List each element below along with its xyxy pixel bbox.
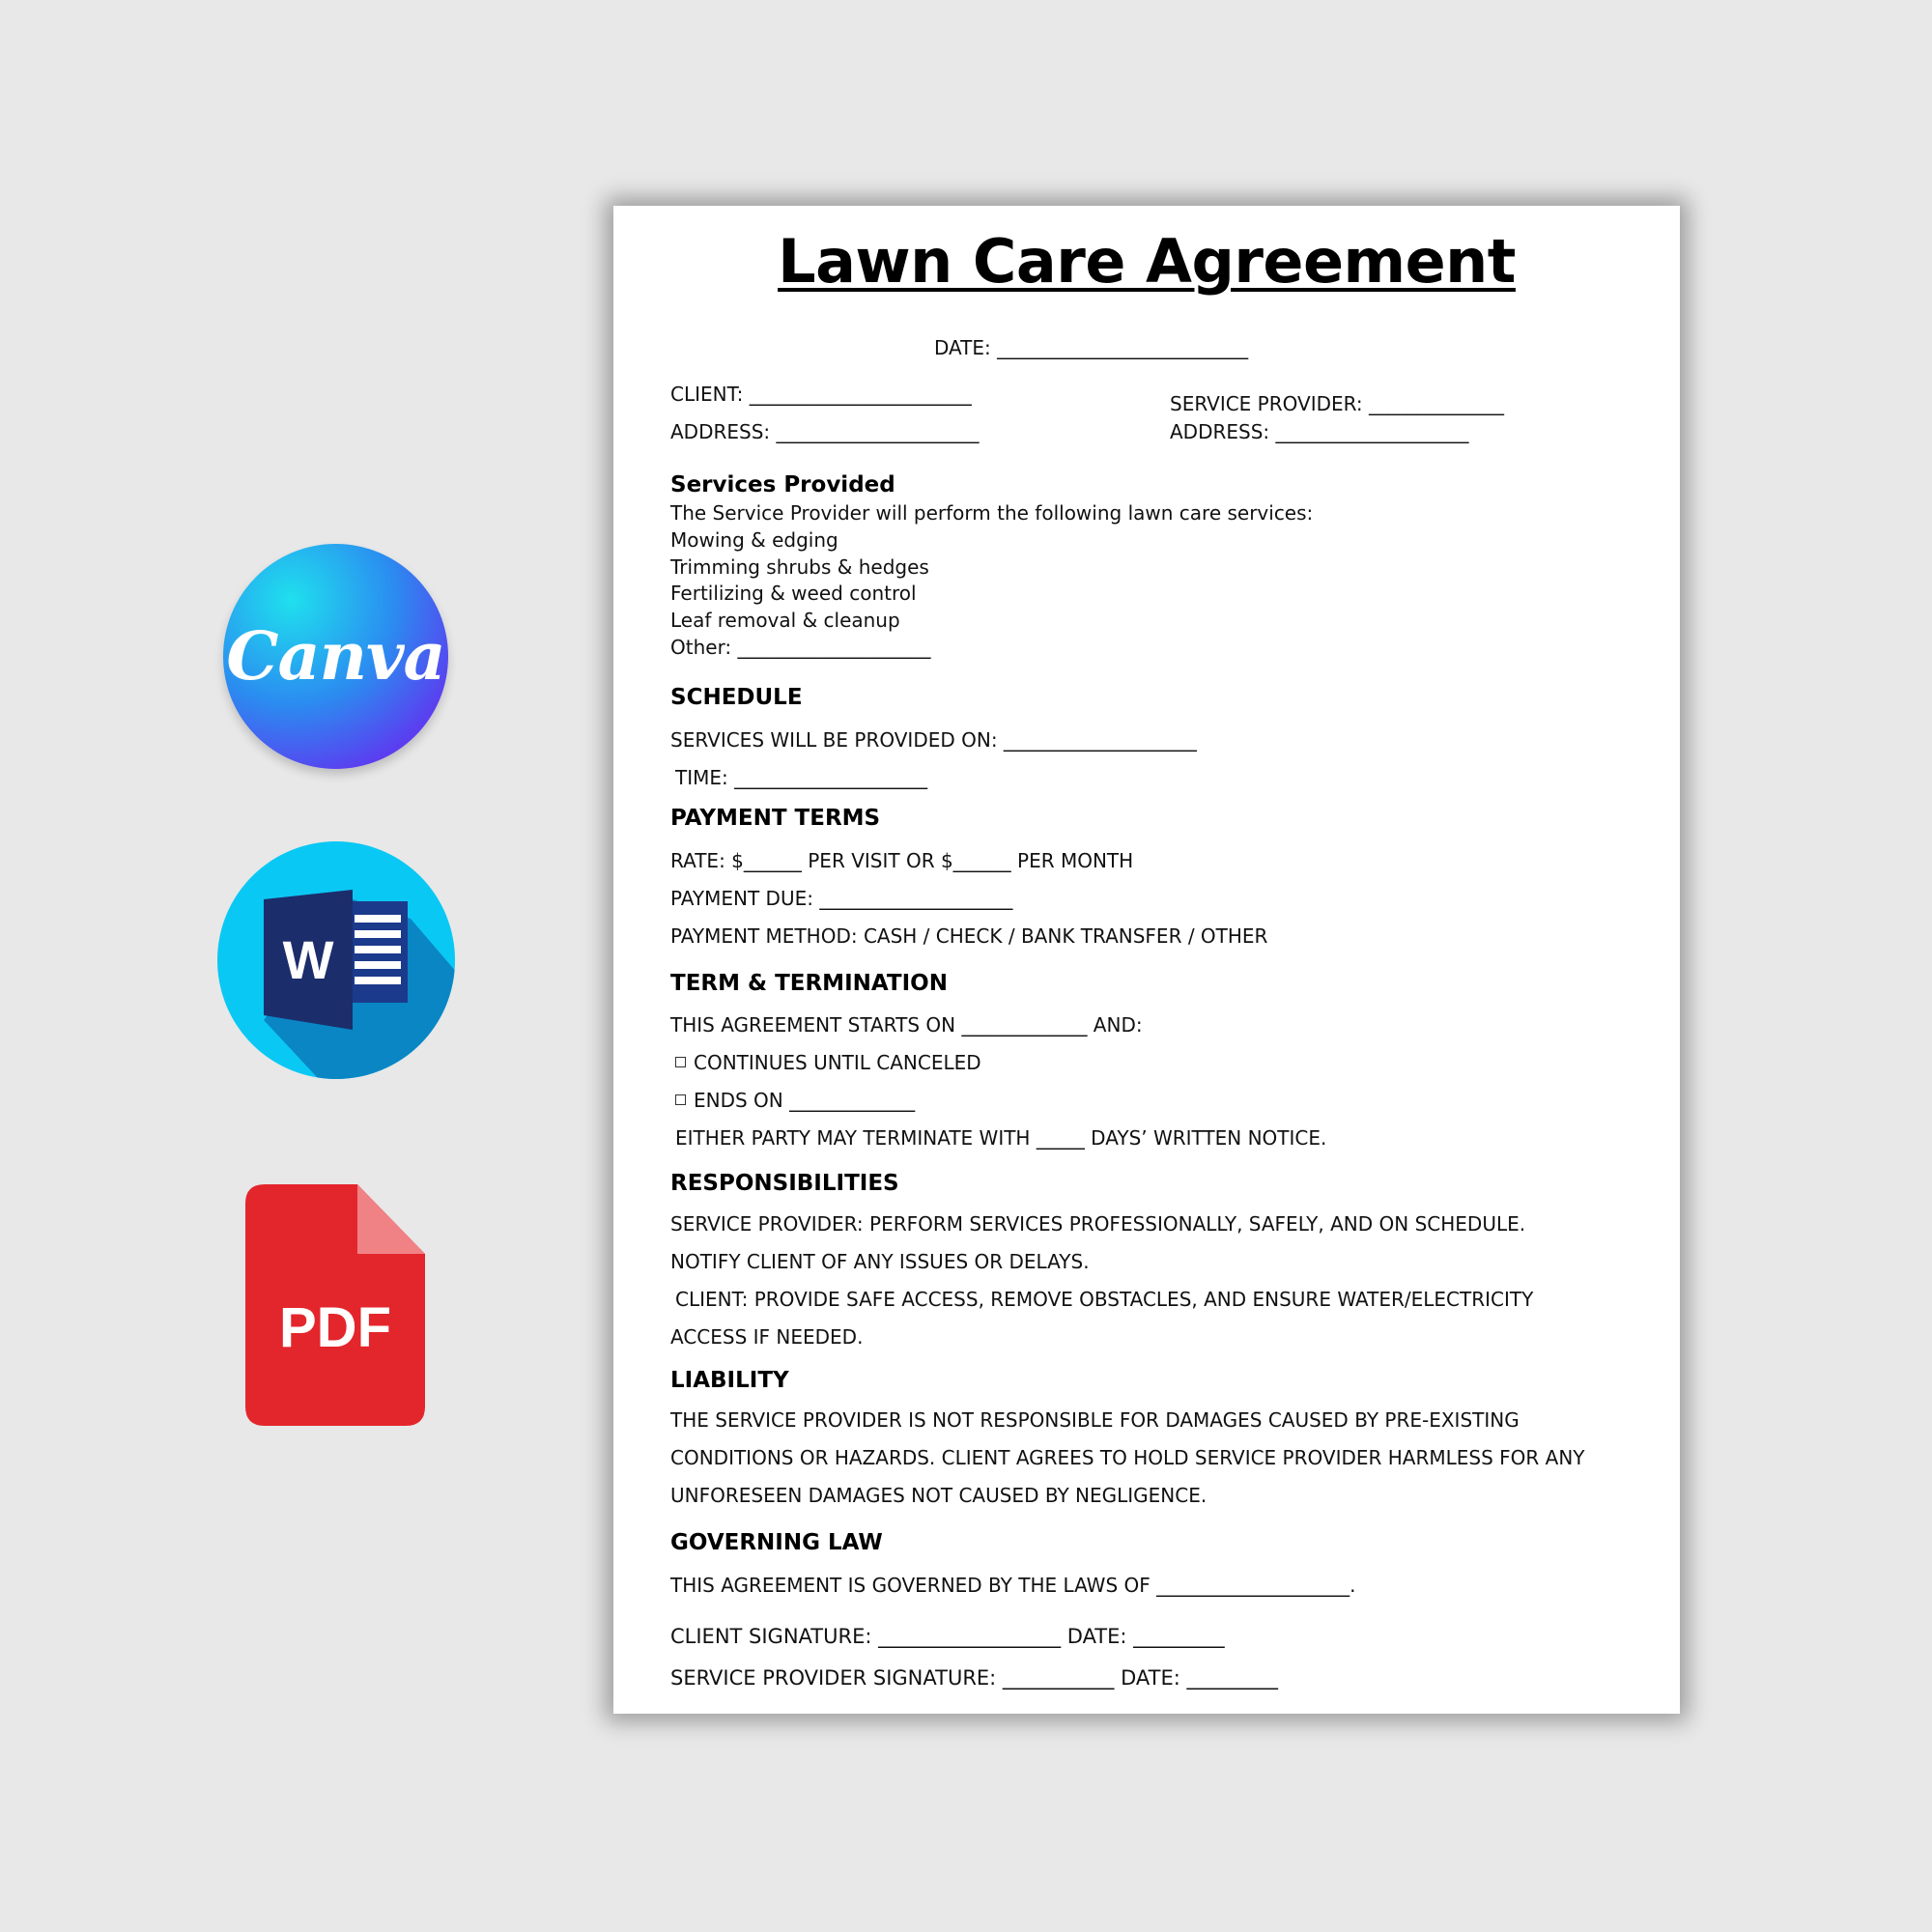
canva-logo-icon [223,544,448,769]
canva-logo-text: Canva [226,617,445,696]
service-item: Leaf removal & cleanup [670,609,900,632]
responsibilities-line: CLIENT: PROVIDE SAFE ACCESS, REMOVE OBSTACLES, AND ENSURE WATER/ELECTRICITY [675,1288,1534,1311]
service-item: Fertilizing & weed control [670,582,917,605]
governing-law-heading: GOVERNING LAW [670,1530,883,1555]
client-address-field: ADDRESS: _____________________ [670,420,980,443]
provider-signature-line: SERVICE PROVIDER SIGNATURE: ___________ DATE: _________ [670,1666,1278,1690]
responsibilities-line: SERVICE PROVIDER: PERFORM SERVICES PROFESSIONALLY, SAFELY, AND ON SCHEDULE. [670,1212,1526,1236]
term-option-label: ENDS ON _____________ [694,1089,916,1112]
payment-rate: RATE: $______ PER VISIT OR $______ PER MONTH [670,849,1134,872]
client-signature-line: CLIENT SIGNATURE: __________________ DATE: _________ [670,1625,1225,1648]
schedule-provided-on: SERVICES WILL BE PROVIDED ON: ____________________ [670,728,1197,752]
payment-due: PAYMENT DUE: ____________________ [670,887,1013,910]
term-option-ends [675,1089,915,1112]
schedule-time: TIME: ____________________ [675,766,928,789]
service-provider-field: SERVICE PROVIDER: ______________ [1170,392,1505,415]
liability-line: CONDITIONS OR HAZARDS. CLIENT AGREES TO HOLD SERVICE PROVIDER HARMLESS FOR ANY [670,1446,1585,1469]
term-notice: EITHER PARTY MAY TERMINATE WITH _____ DAYS’ WRITTEN NOTICE. [675,1126,1327,1150]
checkbox-icon [675,1057,686,1067]
pdf-label: PDF [279,1296,391,1359]
agreement-document [613,206,1680,1714]
term-heading: TERM & TERMINATION [670,971,948,996]
payment-heading: PAYMENT TERMS [670,806,881,831]
client-field: CLIENT: _______________________ [670,383,972,406]
liability-line: UNFORESEEN DAMAGES NOT CAUSED BY NEGLIGENCE. [670,1484,1208,1507]
word-logo-icon [217,841,455,1079]
liability-heading: LIABILITY [670,1368,789,1393]
services-intro: The Service Provider will perform the following lawn care services: [670,501,1314,525]
checkbox-icon [675,1094,686,1105]
payment-method: PAYMENT METHOD: CASH / CHECK / BANK TRANSFER / OTHER [670,924,1268,948]
term-starts: THIS AGREEMENT STARTS ON _____________ AND: [670,1013,1143,1037]
term-option-continues [675,1051,981,1074]
schedule-heading: SCHEDULE [670,685,803,710]
provider-address-field: ADDRESS: ____________________ [1170,420,1469,443]
term-option-label: CONTINUES UNTIL CANCELED [694,1051,981,1074]
responsibilities-heading: RESPONSIBILITIES [670,1171,899,1196]
service-item: Trimming shrubs & hedges [670,555,929,579]
liability-line: THE SERVICE PROVIDER IS NOT RESPONSIBLE FOR DAMAGES CAUSED BY PRE-EXISTING [670,1408,1520,1432]
service-item-other: Other: ____________________ [670,636,931,659]
pdf-file-icon [245,1184,425,1426]
services-heading: Services Provided [670,472,895,497]
responsibilities-line: ACCESS IF NEEDED. [670,1325,864,1349]
service-item: Mowing & edging [670,528,838,552]
word-logo-letter: W [282,929,334,990]
responsibilities-line: NOTIFY CLIENT OF ANY ISSUES OR DELAYS. [670,1250,1090,1273]
governing-law-line: THIS AGREEMENT IS GOVERNED BY THE LAWS OF ____________________. [670,1574,1356,1597]
date-field: DATE: __________________________ [934,336,1249,359]
document-title: Lawn Care Agreement [778,226,1516,297]
